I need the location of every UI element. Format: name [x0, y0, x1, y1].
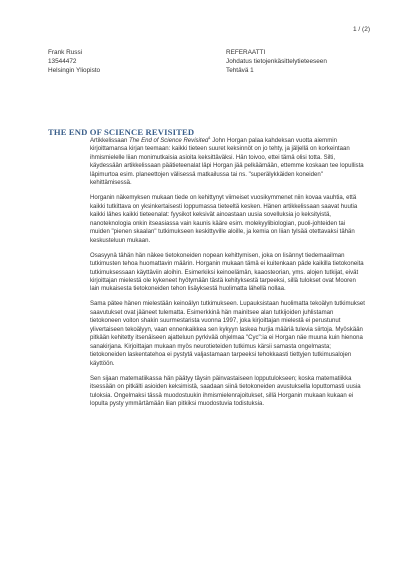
assignment-number: Tehtävä 1	[226, 67, 254, 75]
author-name: Frank Russi	[48, 49, 83, 56]
assignment-block	[226, 48, 327, 76]
paragraph: Osasyynä tähän hän näkee tietokoneiden nopean kehittymisen, joka on lisännyt tiedemaailman tutkimusten tehoa huomattavin määrin. Horganin mukaan tämä ei kuitenkaan päde kaikilla tietokoneita tutkimuksessaan käyttäviin aloihin. Esimerkiksi keinoelämän, kaaosteorian, yms. alojen tutkijat, eivät kirjoittajan mielestä ole kykeneet hyötymään tästä kehityksestä tarpeeksi, sillä tulokset ovat Mooren lain mukaisesta tietokoneiden tehon lisäyksestä huolimatta lähellä nollaa.	[90, 252, 364, 293]
intro-post: John Horgan palaa kahdeksan vuotta aiemmin kirjoittamansa kirjan teemaan: kaikki tieteen suuret keksinnöt on jo tehty, ja jäljellä on korkeintaan ihmismielelle liian monimutkaisia asioita keksittäväksi. Hän toivoo, ettei tämä olisi totta. Silti, käydessään artikkelissaan päätieteenalat läpi Horgan jää pelkäämään, ettemme koskaan tee lopullista läpimurtoa esim. planeettojen välisessä matkailussa tai ns. "superälykkäiden koneiden" kehittämisessä.	[90, 138, 364, 187]
footnote-marker: 1	[208, 134, 211, 140]
article-title: The End of Science Revisited	[128, 138, 209, 144]
student-number: 13544472	[48, 58, 77, 66]
intro-paragraph	[90, 134, 366, 188]
intro-pre: Artikkelissaan	[90, 138, 129, 144]
university: Helsingin Yliopisto	[48, 67, 101, 75]
page-number: 1 / (2)	[353, 26, 370, 33]
document-type: REFERAATTI	[226, 49, 266, 56]
paragraph: Horganin näkemyksen mukaan tiede on kehittynyt viimeiset vuosikymmenet niin kovaa vauhtia, että kaikki tutkittava on yksinkertaisesti loppumassa tieteeltä kesken. Hänen artikkelissaan saavat huutia kaikki lähes kaikki tieteenalat: fyysikot keksivät ainoastaan uusia sovelluksia jo keksityistä, nanoteknologia onkin itseasiassa vain kaunis kääre esim. molekyylibiologian, puoli-johteiden tai muiden "pienen skaalan" tutkimukseen keskittyville aloille, ja kemia on liian tylsää otettavaksi tähän keskusteluun mukaan.	[90, 195, 358, 244]
paragraph: Sama pätee hänen mielestään keinoälyn tutkimukseen. Lupauksistaan huolimatta tekoälyn tutkimukset saavutukset ovat jääneet tulematta. Esimerkkinä hän mainitsee alan tutkijoiden juhlistaman tietokoneen voiton shakin suurmestarista vuonna 1997, joka kirjoittajan mielestä ei perustunut ylivertaiseen tekoälyyn, vaan ennenkaikkea sen kykyyn laskea hurjia määriä tulevia siirtoja. Myöskään pitkään kehitetty itsenäiseen ajatteluun pyrkivää ohjelmaa "Cyc":ia ei Horgan näe muuna kuin hienona sanakirjana. Kirjoittajan mukaan myös neurotieteiden tutkimus kärsii samasta ongelmasta; tietokoneiden laskentatehoa ei pystytä valjastamaan tarpeeksi tehokkaasti tiettyjen tutkimusalojen käyttöön.	[90, 301, 365, 367]
document-title: THE END OF SCIENCE REVISITED	[48, 127, 195, 137]
author-block	[48, 48, 100, 76]
paragraph: Sen sijaan matematiikassa hän päätyy täysin päinvastaiseen lopputulokseen; koska matematiikka itsessään on pitkälti asioiden keksimistä, saadaan siinä tietokoneiden avustuksella loputtomasti uusia tuloksia. Ongelmaksi tässä muodostuukin ihmismielenrajoitukset, sillä Horganin mukaan kukaan ei lopulta pysty ymmärtämään liian pitkiksi muodostuvia todistuksia.	[90, 375, 361, 408]
document-body	[90, 134, 366, 415]
course-name: Johdatus tietojenkäsittelytieteeseen	[226, 58, 327, 66]
